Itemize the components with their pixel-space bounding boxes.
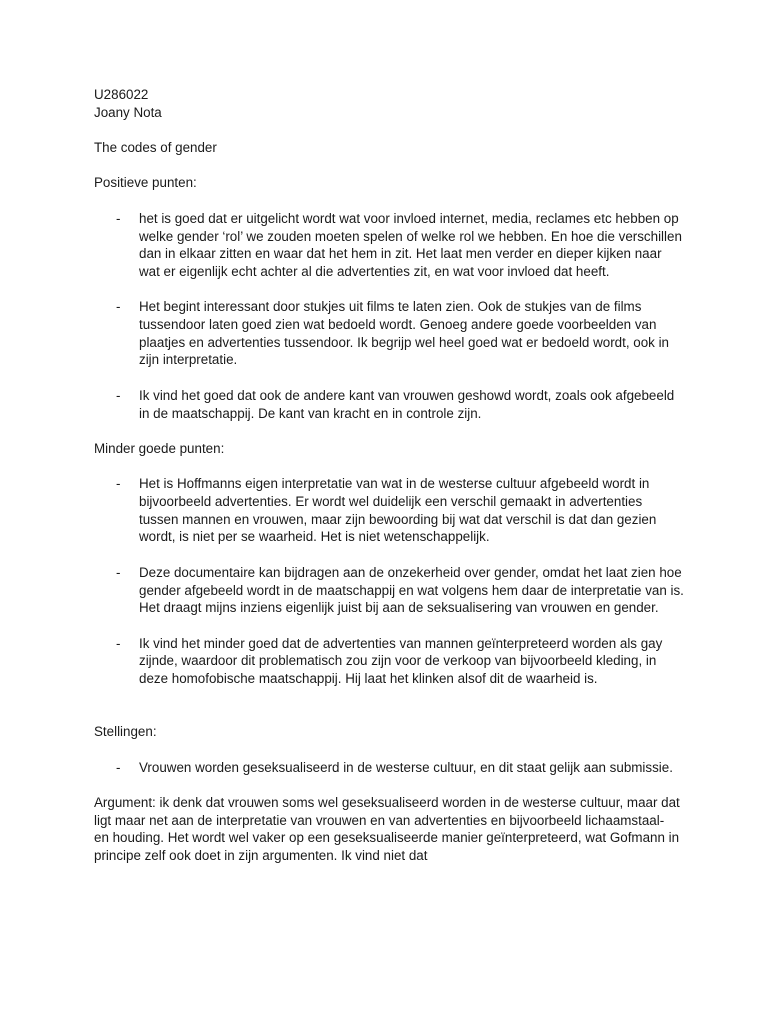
negative-heading: Minder goede punten: <box>94 440 225 456</box>
argument-paragraph: Argument: ik denk dat vrouwen soms wel geseksualiseerd worden in de westerse cultuur, maar dat ligt maar net aan de interpretatie van vrouwen en van advertenties en bijvoorbeeld lichaamstaal- en houding. Het wordt wel vaker op een geseksualiseerde manier geïnterpreteerd, wat Gofmann in principe zelf ook doet in zijn argumenten. Ik vind niet dat <box>94 794 680 864</box>
statements-heading: Stellingen: <box>94 724 157 740</box>
list-item-text: Ik vind het goed dat ook de andere kant van vrouwen geshowd wordt, zoals ook afgebeeld in de maatschappij. De kant van kracht en in controle zijn. <box>139 387 675 421</box>
negative-list <box>94 475 684 687</box>
list-item-text: Deze documentaire kan bijdragen aan de onzekerheid over gender, omdat het laat zien hoe gender afgebeeld wordt in de maatschappij en wat volgens hem daar de interpretatie van is. Het draagt mijns inziens eigenlijk juist bij aan de seksualisering van vrouwen en gender. <box>139 564 684 616</box>
spacer <box>94 776 684 794</box>
list-item <box>94 298 684 369</box>
document-page <box>94 86 684 865</box>
statements-list <box>94 759 684 777</box>
spacer <box>94 369 684 387</box>
list-item-text: Ik vind het minder goed dat de advertenties van mannen geïnterpreteerd worden als gay zijnde, waardoor dit problematisch zou zijn voor de verkoop van bijvoorbeeld kleding, in deze homofobische maatschappij. Hij laat het klinken alsof dit de waarheid is. <box>139 635 663 687</box>
spacer <box>94 157 684 175</box>
list-item-text: Het is Hoffmanns eigen interpretatie van wat in de westerse cultuur afgebeeld wordt in bijvoorbeeld advertenties. Er wordt wel duidelijk een verschil gemaakt in advertenties tussen mannen en vrouwen, maar zijn bewoording bij wat dat verschil is dat dan gezien wordt, is niet per se waarheid. Het is niet wetenschappelijk. <box>139 476 657 545</box>
list-item <box>94 475 684 546</box>
list-item <box>94 635 684 688</box>
bullet-dash: - <box>116 210 121 226</box>
bullet-dash: - <box>116 299 121 315</box>
positive-list <box>94 210 684 422</box>
bullet-dash: - <box>116 476 121 492</box>
author-name: Joany Nota <box>94 104 162 120</box>
spacer <box>94 422 684 440</box>
positive-heading: Positieve punten: <box>94 175 197 191</box>
bullet-dash: - <box>116 564 121 580</box>
bullet-dash: - <box>116 759 121 775</box>
spacer <box>94 281 684 299</box>
document-title: The codes of gender <box>94 140 217 156</box>
list-item-text: Het begint interessant door stukjes uit films te laten zien. Ook de stukjes van de films tussendoor laten goed zien wat bedoeld wordt. Genoeg andere goede voorbeelden van plaatjes en advertenties tussendoor. Ik begrijp wel heel goed wat er bedoeld wordt, ook in zijn interpretatie. <box>139 299 670 368</box>
list-item <box>94 759 684 777</box>
spacer <box>94 546 684 564</box>
spacer <box>94 458 684 476</box>
list-item <box>94 564 684 617</box>
spacer <box>94 121 684 139</box>
student-id: U286022 <box>94 87 149 102</box>
bullet-dash: - <box>116 387 121 403</box>
spacer <box>94 192 684 210</box>
list-item-text: het is goed dat er uitgelicht wordt wat voor invloed internet, media, reclames etc hebben op welke gender ‘rol’ we zouden moeten spelen of welke rol we hebben. En hoe die verschillen dan in elkaar zitten en waar dat het hem in zit. Het laat men verder en dieper kijken naar wat er eigenlijk echt achter al die advertenties zit, en wat voor invloed dat heeft. <box>139 210 682 279</box>
list-item <box>94 210 684 281</box>
list-item <box>94 387 684 422</box>
bullet-dash: - <box>116 635 121 651</box>
list-item-text: Vrouwen worden geseksualiseerd in de westerse cultuur, en dit staat gelijk aan submissie. <box>139 759 673 775</box>
spacer <box>94 688 684 723</box>
spacer <box>94 741 684 759</box>
spacer <box>94 617 684 635</box>
